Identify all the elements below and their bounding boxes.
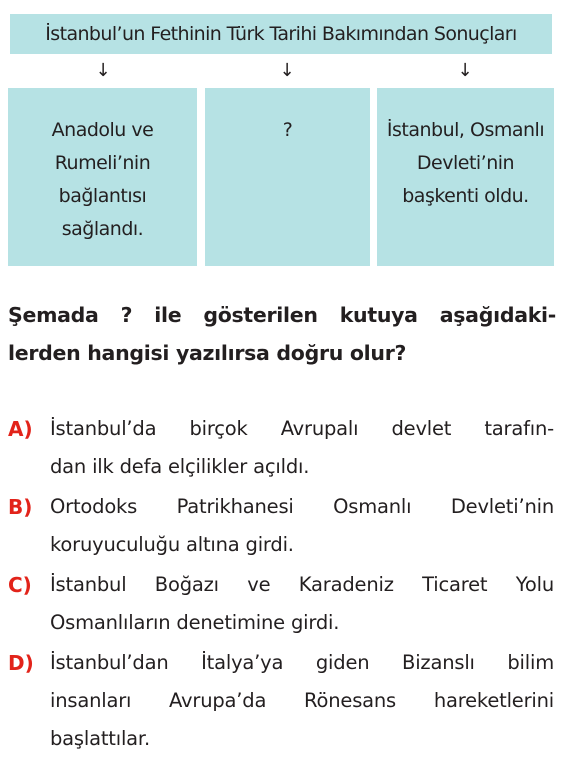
down-arrow-icon: ↓ bbox=[279, 60, 295, 81]
option-letter: A) bbox=[8, 417, 33, 441]
question-line: Şemada ? ile gösterilen kutuya aşağıdaki- bbox=[8, 303, 556, 327]
option-text bbox=[50, 410, 554, 486]
option-letter: C) bbox=[8, 573, 32, 597]
option-line: başlattılar. bbox=[50, 727, 150, 750]
result-line: başkenti oldu. bbox=[402, 185, 529, 207]
diagram-title bbox=[10, 14, 552, 54]
question-line: lerden hangisi yazılırsa doğru olur? bbox=[8, 341, 407, 365]
result-line: Rumeli’nin bbox=[54, 152, 151, 174]
diagram-title-text: İstanbul’un Fethinin Türk Tarihi Bakımından Sonuçları bbox=[45, 23, 517, 45]
result-box-3 bbox=[377, 88, 554, 266]
option-text bbox=[50, 488, 554, 564]
option-line: insanları Avrupa’da Rönesans hareketlerini bbox=[50, 689, 554, 712]
option-line: İstanbul Boğazı ve Karadeniz Ticaret Yolu bbox=[50, 573, 554, 596]
result-box-2 bbox=[205, 88, 370, 266]
result-line: sağlandı. bbox=[61, 218, 144, 240]
result-box-text bbox=[387, 114, 544, 266]
option-line: koruyuculuğu altına girdi. bbox=[50, 533, 294, 556]
result-line: Devleti’nin bbox=[416, 152, 515, 174]
result-line: bağlantısı bbox=[58, 185, 147, 207]
result-box-text bbox=[52, 114, 154, 266]
option-letter: B) bbox=[8, 495, 33, 519]
result-box-1 bbox=[8, 88, 197, 266]
option-text bbox=[50, 644, 554, 758]
option-line: dan ilk defa elçilikler açıldı. bbox=[50, 455, 310, 478]
option-line: İstanbul’dan İtalya’ya giden Bizanslı bilim bbox=[50, 651, 554, 674]
option-line: Osmanlıların denetimine girdi. bbox=[50, 611, 340, 634]
result-line: İstanbul, Osmanlı bbox=[386, 119, 545, 141]
option-line: İstanbul’da birçok Avrupalı devlet tarafın- bbox=[50, 417, 554, 440]
down-arrow-icon: ↓ bbox=[95, 60, 111, 81]
option-letter: D) bbox=[8, 651, 34, 675]
down-arrow-icon: ↓ bbox=[457, 60, 473, 81]
question-text bbox=[8, 296, 556, 372]
result-box-text bbox=[283, 114, 293, 266]
option-text bbox=[50, 566, 554, 642]
result-line: Anadolu ve bbox=[51, 119, 154, 141]
unknown-marker: ? bbox=[282, 119, 293, 141]
option-line: Ortodoks Patrikhanesi Osmanlı Devleti’nin bbox=[50, 495, 554, 518]
